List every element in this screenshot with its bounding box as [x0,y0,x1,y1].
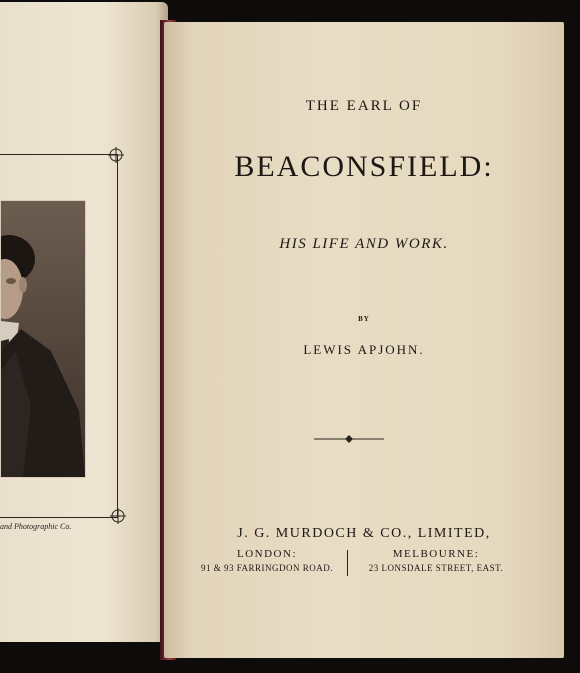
office-divider [347,550,348,576]
publisher-name: J. G. MURDOCH & CO., LIMITED, [237,526,491,541]
title-prefix: THE EARL OF [305,98,423,114]
by-label: BY [358,315,370,323]
melbourne-office [356,548,516,573]
portrait-photograph [0,200,86,478]
ornament-rule-icon [314,434,384,444]
book-subtitle: HIS LIFE AND WORK. [279,236,449,252]
london-address: 91 & 93 FARRINGDON ROAD. [200,563,334,573]
london-office [184,548,350,573]
title-page [164,22,564,658]
london-label: LONDON: [237,548,297,560]
frame-corner-top-icon [108,147,124,163]
frontispiece-page [0,2,168,642]
melbourne-address: 23 LONSDALE STREET, EAST. [368,563,504,573]
melbourne-label: MELBOURNE: [392,548,480,560]
author-name: LEWIS APJOHN. [303,342,425,357]
portrait-figure [1,201,85,477]
frontispiece-caption: and Photographic Co. [0,522,72,531]
book-title: BEACONSFIELD: [234,150,494,183]
